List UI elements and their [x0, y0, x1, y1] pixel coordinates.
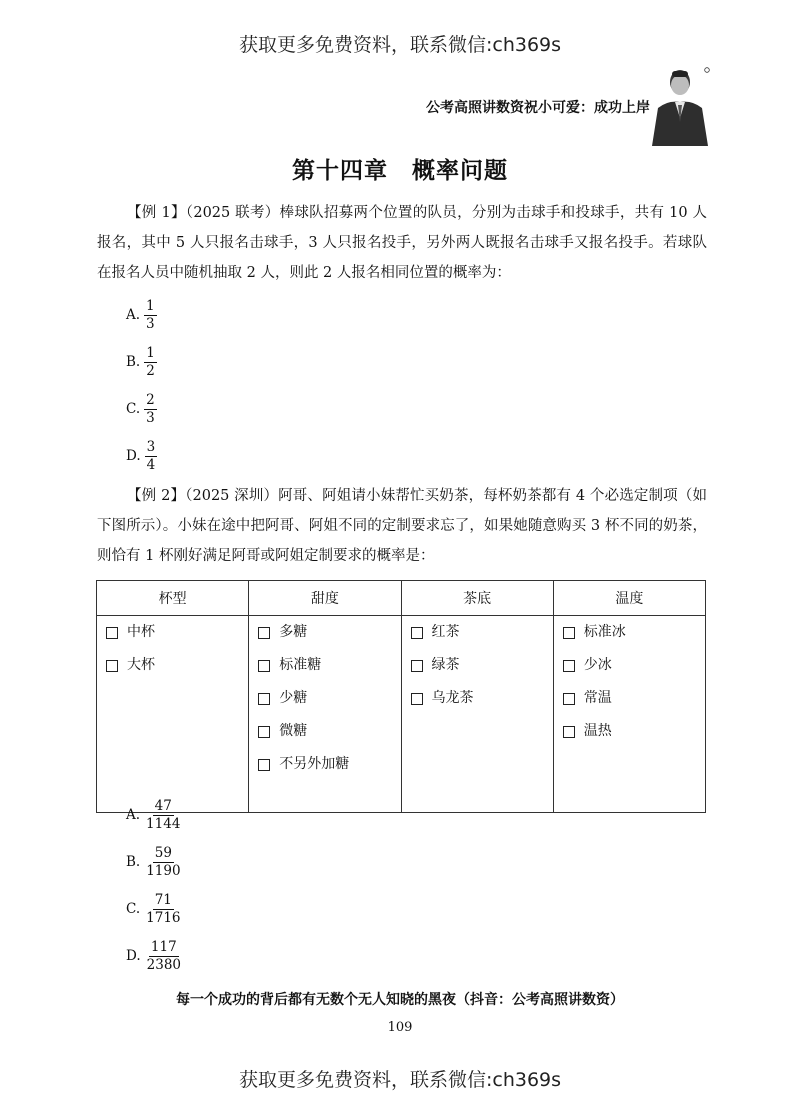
checkbox-item	[258, 655, 400, 688]
watermark-top: 获取更多免费资料，联系微信:ch369s	[238, 34, 562, 56]
fraction-denominator: 1716	[146, 909, 181, 926]
checkbox-item	[106, 622, 248, 655]
table-column-cup	[97, 616, 249, 813]
checkbox-icon	[563, 693, 575, 705]
checkbox-item	[411, 688, 553, 721]
checkbox-item	[258, 721, 400, 754]
watermark-bottom: 获取更多免费资料，联系微信:ch369s	[238, 1069, 562, 1091]
fraction-numerator: 59	[154, 844, 172, 861]
table-column-temperature	[553, 616, 705, 813]
fraction-numerator: 47	[154, 797, 172, 814]
fraction-denominator: 1144	[146, 815, 181, 832]
checkbox-label: 红茶	[431, 624, 460, 640]
option-label: D.	[126, 448, 141, 464]
checkbox-icon	[411, 660, 423, 672]
option-label: C.	[126, 401, 141, 417]
checkbox-label: 乌龙茶	[431, 690, 474, 706]
checkbox-item	[258, 622, 400, 655]
page-number: 109	[387, 1020, 413, 1035]
checkbox-icon	[106, 660, 118, 672]
checkbox-label: 温热	[583, 723, 612, 739]
checkbox-label: 绿茶	[431, 657, 460, 673]
table-header-tea-base: 茶底	[401, 581, 553, 616]
option-fraction	[144, 798, 182, 833]
checkbox-icon	[258, 693, 270, 705]
fraction-numerator: 117	[150, 938, 177, 955]
fraction-denominator: 3	[146, 409, 155, 426]
table-column-tea-base	[401, 616, 553, 813]
checkbox-label: 常温	[583, 690, 612, 706]
checkbox-item	[563, 688, 705, 721]
option-label: A.	[126, 807, 141, 823]
example-1-option-b	[126, 342, 157, 382]
checkbox-icon	[258, 759, 270, 771]
example-2-option-d	[126, 936, 183, 976]
example-1-option-a	[126, 295, 157, 335]
option-fraction	[144, 392, 157, 427]
header-slogan: 公考高照讲数资祝小可爱：成功上岸	[426, 100, 650, 116]
fraction-numerator: 1	[146, 297, 155, 314]
fraction-numerator: 71	[154, 891, 172, 908]
fraction-denominator: 1190	[146, 862, 181, 879]
customization-table	[96, 580, 706, 813]
option-fraction	[144, 845, 182, 880]
checkbox-label: 中杯	[127, 624, 155, 640]
checkbox-icon	[258, 627, 270, 639]
checkbox-icon	[258, 660, 270, 672]
option-label: A.	[126, 307, 141, 323]
option-fraction	[144, 345, 157, 380]
chapter-title: 第十四章 概率问题	[292, 158, 508, 184]
option-label: B.	[126, 354, 141, 370]
example-1-option-d	[126, 436, 157, 476]
checkbox-label: 标准糖	[279, 657, 322, 673]
checkbox-item	[411, 655, 553, 688]
example-2-question: 【例 2】（2025 深圳）阿哥、阿姐请小妹帮忙买奶茶，每杯奶茶都有 4 个必选定制项（如下图所示）。小妹在途中把阿哥、阿姐不同的定制要求忘了，如果她随意购买 3 杯不同的奶茶，则恰有 1 杯刚好满足阿哥或阿姐定制要求的概率是：	[97, 488, 707, 564]
option-fraction	[144, 298, 157, 333]
checkbox-label: 少冰	[583, 657, 612, 673]
example-2-option-b	[126, 842, 183, 882]
checkbox-item	[563, 622, 705, 655]
checkbox-icon	[411, 693, 423, 705]
checkbox-item	[258, 754, 400, 787]
table-header-cup: 杯型	[97, 581, 249, 616]
checkbox-item	[258, 688, 400, 721]
checkbox-icon	[563, 660, 575, 672]
checkbox-label: 微糖	[279, 723, 308, 739]
checkbox-label: 多糖	[279, 624, 308, 640]
example-2-option-c	[126, 889, 183, 929]
checkbox-icon	[411, 627, 423, 639]
fraction-denominator: 3	[146, 315, 155, 332]
checkbox-label: 大杯	[127, 657, 155, 673]
fraction-numerator: 2	[146, 391, 155, 408]
fraction-denominator: 2	[146, 362, 155, 379]
checkbox-icon	[563, 726, 575, 738]
fraction-numerator: 1	[146, 344, 155, 361]
option-fraction	[144, 892, 182, 927]
option-label: C.	[126, 901, 141, 917]
option-fraction	[145, 439, 158, 474]
footer-slogan: 每一个成功的背后都有无数个无人知晓的黑夜（抖音：公考高照讲数资）	[176, 992, 624, 1008]
teacher-portrait	[648, 62, 712, 146]
option-label: D.	[126, 948, 141, 964]
checkbox-icon	[563, 627, 575, 639]
example-1-option-c	[126, 389, 157, 429]
table-column-sweetness	[249, 616, 401, 813]
checkbox-item	[106, 655, 248, 688]
checkbox-label: 标准冰	[583, 624, 626, 640]
checkbox-label: 不另外加糖	[279, 756, 350, 772]
checkbox-item	[563, 721, 705, 754]
fraction-denominator: 2380	[146, 956, 181, 973]
checkbox-item	[411, 622, 553, 655]
example-2-option-a	[126, 795, 182, 835]
table-header-temperature: 温度	[553, 581, 705, 616]
checkbox-item	[563, 655, 705, 688]
checkbox-icon	[258, 726, 270, 738]
example-1-question: 【例 1】（2025 联考）棒球队招募两个位置的队员，分别为击球手和投球手，共有 10 人报名，其中 5 人只报名击球手，3 人只报名投手，另外两人既报名击球手又报名投手。若球队在报名人员中随机抽取 2 人，则此 2 人报名相同位置的概率为：	[97, 205, 707, 281]
option-label: B.	[126, 854, 141, 870]
option-fraction	[145, 939, 183, 974]
checkbox-icon	[106, 627, 118, 639]
checkbox-label: 少糖	[279, 690, 308, 706]
table-header-sweetness: 甜度	[249, 581, 401, 616]
fraction-numerator: 3	[146, 438, 156, 455]
fraction-denominator: 4	[146, 456, 156, 473]
